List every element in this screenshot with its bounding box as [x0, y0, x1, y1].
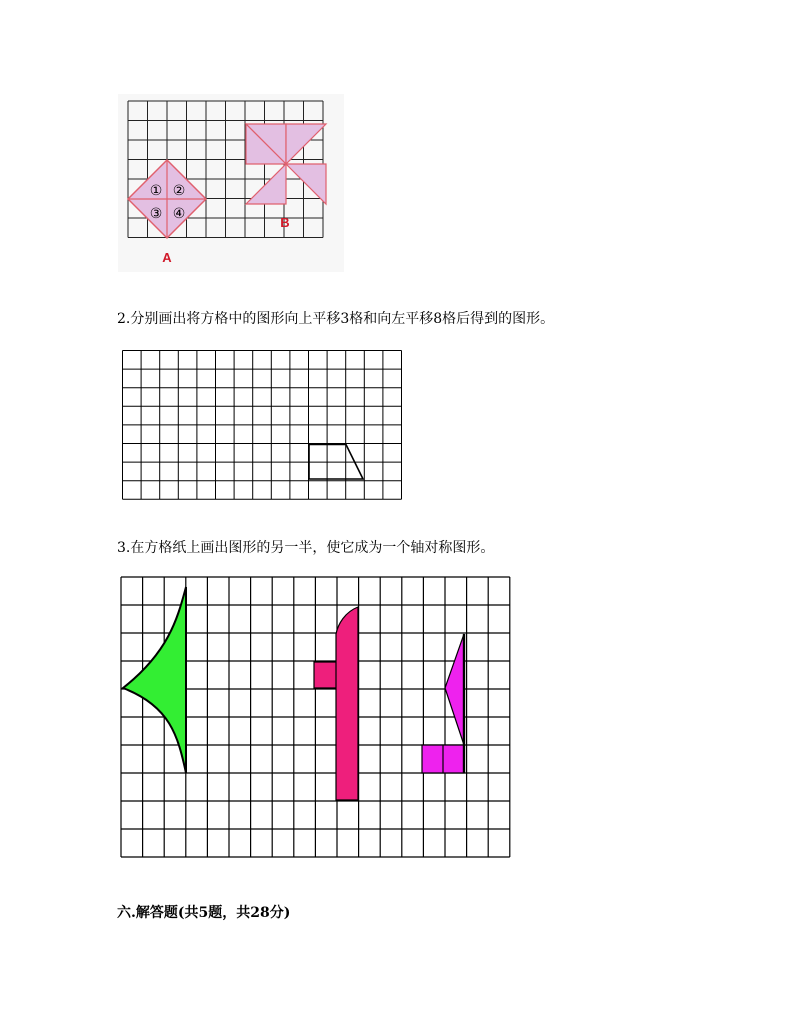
section-6-title: 六.解答题(共5题，共28分): [117, 905, 291, 921]
shape-b-pinwheel: [246, 124, 326, 204]
question-2-grid-lines: [123, 351, 402, 500]
shape-a-label: A: [162, 250, 172, 265]
shape-a-cell-1: ①: [149, 182, 163, 198]
pink-half-shape: [314, 607, 358, 800]
shape-b-label: B: [280, 215, 290, 230]
question-3-text: 3.在方格纸上画出图形的另一半，使它成为一个轴对称图形。: [117, 540, 495, 556]
question-2-text: 2.分别画出将方格中的图形向上平移3格和向左平移8格后得到的图形。: [117, 311, 555, 327]
question-3-grid: [120, 576, 511, 860]
question-2-grid: [122, 350, 403, 500]
shape-a-cell-2: ②: [172, 182, 186, 198]
figure-1-rotation-grid: [118, 94, 344, 272]
question-3-svg: [120, 576, 511, 860]
shape-a-cell-3: ③: [149, 205, 163, 221]
question-2-svg: [122, 350, 403, 500]
figure-1-svg: [118, 94, 344, 272]
shape-a-cell-4: ④: [172, 205, 186, 221]
